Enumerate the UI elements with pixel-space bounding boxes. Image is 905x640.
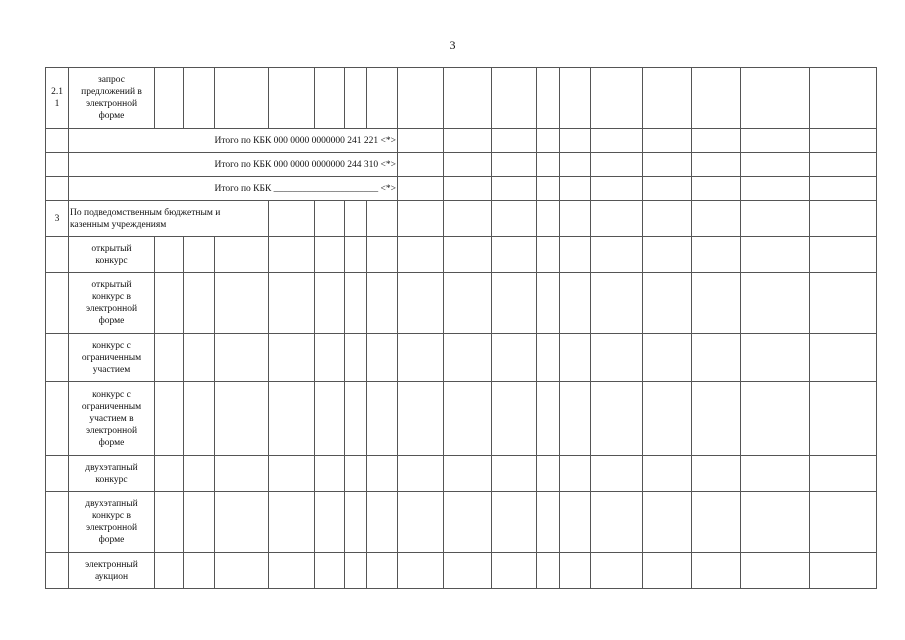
table-cell bbox=[398, 237, 444, 273]
total-label: Итого по КБК ______________________ <*> bbox=[69, 177, 398, 201]
table-cell bbox=[184, 492, 215, 553]
table-cell bbox=[215, 237, 269, 273]
table-cell bbox=[692, 177, 741, 201]
table-cell bbox=[345, 334, 367, 382]
table-cell bbox=[46, 492, 69, 553]
table-cell bbox=[46, 129, 69, 153]
table-cell bbox=[643, 492, 692, 553]
table-cell bbox=[560, 237, 591, 273]
table-cell bbox=[560, 68, 591, 129]
table-cell bbox=[367, 553, 398, 589]
table-row-open-tender-electronic bbox=[46, 273, 877, 334]
table-row-two-stage-tender bbox=[46, 456, 877, 492]
table-cell bbox=[591, 273, 643, 334]
table-cell bbox=[398, 273, 444, 334]
table-cell bbox=[643, 201, 692, 237]
table-cell bbox=[591, 177, 643, 201]
page-number: 3 bbox=[449, 38, 456, 52]
table-cell bbox=[269, 273, 315, 334]
table-cell bbox=[345, 201, 367, 237]
total-label: Итого по КБК 000 0000 0000000 244 310 <*> bbox=[69, 153, 398, 177]
table-cell bbox=[155, 68, 184, 129]
table-cell bbox=[398, 334, 444, 382]
table-cell bbox=[269, 456, 315, 492]
table-cell bbox=[315, 334, 345, 382]
table-cell bbox=[810, 129, 877, 153]
table-cell bbox=[345, 273, 367, 334]
table-cell bbox=[215, 68, 269, 129]
table-cell bbox=[537, 492, 560, 553]
table-cell bbox=[560, 456, 591, 492]
table-cell bbox=[560, 129, 591, 153]
table-cell bbox=[215, 334, 269, 382]
table-cell bbox=[46, 382, 69, 456]
table-cell bbox=[741, 177, 810, 201]
table-cell bbox=[155, 382, 184, 456]
table-cell bbox=[345, 553, 367, 589]
row-number: 2.1 1 bbox=[46, 68, 69, 129]
table-cell bbox=[741, 273, 810, 334]
table-cell bbox=[692, 68, 741, 129]
table-cell bbox=[444, 273, 492, 334]
row-label: электронный аукцион bbox=[69, 553, 155, 589]
table-cell bbox=[537, 177, 560, 201]
table-cell bbox=[215, 273, 269, 334]
table-cell bbox=[444, 68, 492, 129]
table-cell bbox=[184, 273, 215, 334]
table-cell bbox=[444, 382, 492, 456]
table-cell bbox=[444, 492, 492, 553]
table-cell bbox=[345, 237, 367, 273]
table-cell bbox=[492, 153, 537, 177]
table-cell bbox=[591, 553, 643, 589]
table-cell bbox=[367, 492, 398, 553]
table-cell bbox=[692, 382, 741, 456]
table-cell bbox=[591, 68, 643, 129]
table-cell bbox=[810, 492, 877, 553]
table-cell bbox=[643, 273, 692, 334]
table-cell bbox=[810, 68, 877, 129]
table-cell bbox=[741, 153, 810, 177]
table-cell bbox=[46, 177, 69, 201]
row-label: конкурс с ограниченным участием bbox=[69, 334, 155, 382]
row-number: 3 bbox=[46, 201, 69, 237]
table-cell bbox=[315, 492, 345, 553]
procurement-plan-table bbox=[45, 67, 877, 589]
table-cell bbox=[741, 382, 810, 456]
table-cell bbox=[367, 201, 398, 237]
table-cell bbox=[155, 456, 184, 492]
table-cell bbox=[560, 492, 591, 553]
table-cell bbox=[367, 456, 398, 492]
table-cell bbox=[444, 334, 492, 382]
table-cell bbox=[643, 237, 692, 273]
table-cell bbox=[46, 273, 69, 334]
table-cell bbox=[643, 68, 692, 129]
table-cell bbox=[367, 237, 398, 273]
table-cell bbox=[643, 153, 692, 177]
table-row-open-tender bbox=[46, 237, 877, 273]
table-cell bbox=[643, 129, 692, 153]
row-label: запрос предложений в электронной форме bbox=[69, 68, 155, 129]
table-cell bbox=[643, 334, 692, 382]
table-cell bbox=[315, 237, 345, 273]
table-cell bbox=[269, 553, 315, 589]
table-cell bbox=[269, 237, 315, 273]
table-cell bbox=[444, 553, 492, 589]
table-row-two-stage-tender-electronic bbox=[46, 492, 877, 553]
table-cell bbox=[269, 68, 315, 129]
table-cell bbox=[810, 177, 877, 201]
table-cell bbox=[537, 456, 560, 492]
table-cell bbox=[741, 492, 810, 553]
table-cell bbox=[492, 492, 537, 553]
table-cell bbox=[398, 153, 444, 177]
table-cell bbox=[215, 456, 269, 492]
table-cell bbox=[810, 334, 877, 382]
table-cell bbox=[155, 553, 184, 589]
table-cell bbox=[741, 68, 810, 129]
table-cell bbox=[269, 382, 315, 456]
table-cell bbox=[315, 68, 345, 129]
table-cell bbox=[692, 334, 741, 382]
table-cell bbox=[741, 334, 810, 382]
table-row-section-3 bbox=[46, 201, 877, 237]
table-cell bbox=[741, 237, 810, 273]
table-cell bbox=[155, 334, 184, 382]
table-cell bbox=[315, 456, 345, 492]
table-cell bbox=[492, 382, 537, 456]
table-cell bbox=[591, 129, 643, 153]
table-cell bbox=[46, 153, 69, 177]
table-cell bbox=[810, 201, 877, 237]
table-cell bbox=[492, 553, 537, 589]
table-cell bbox=[215, 382, 269, 456]
table-cell bbox=[741, 553, 810, 589]
table-cell bbox=[560, 153, 591, 177]
table-row-2-11 bbox=[46, 68, 877, 129]
table-cell bbox=[492, 456, 537, 492]
table-cell bbox=[367, 273, 398, 334]
table-cell bbox=[46, 553, 69, 589]
table-cell bbox=[810, 273, 877, 334]
table-cell bbox=[810, 553, 877, 589]
table-cell bbox=[269, 201, 315, 237]
table-row-total-kbk-244 bbox=[46, 153, 877, 177]
table-row-limited-tender-electronic bbox=[46, 382, 877, 456]
table-cell bbox=[315, 553, 345, 589]
table-cell bbox=[537, 201, 560, 237]
table-cell bbox=[692, 237, 741, 273]
table-cell bbox=[269, 492, 315, 553]
table-cell bbox=[398, 177, 444, 201]
table-cell bbox=[560, 201, 591, 237]
table-cell bbox=[398, 492, 444, 553]
table-cell bbox=[692, 456, 741, 492]
table-cell bbox=[46, 334, 69, 382]
table-cell bbox=[692, 273, 741, 334]
table-cell bbox=[492, 334, 537, 382]
table-cell bbox=[643, 382, 692, 456]
table-cell bbox=[315, 273, 345, 334]
table-cell bbox=[367, 382, 398, 456]
table-cell bbox=[537, 237, 560, 273]
table-cell bbox=[591, 382, 643, 456]
table-row-limited-tender bbox=[46, 334, 877, 382]
table-cell bbox=[537, 68, 560, 129]
table-cell bbox=[741, 456, 810, 492]
table-cell bbox=[643, 177, 692, 201]
table-cell bbox=[692, 201, 741, 237]
table-cell bbox=[591, 201, 643, 237]
table-cell bbox=[810, 382, 877, 456]
table-row-total-kbk-blank bbox=[46, 177, 877, 201]
table-cell bbox=[492, 201, 537, 237]
table-cell bbox=[692, 153, 741, 177]
table-cell bbox=[810, 456, 877, 492]
table-cell bbox=[810, 237, 877, 273]
section-label: По подведомственным бюджетным и казенным учреждениям bbox=[69, 201, 269, 237]
row-label: открытый конкурс в электронной форме bbox=[69, 273, 155, 334]
table-cell bbox=[741, 201, 810, 237]
table-cell bbox=[398, 201, 444, 237]
table-cell bbox=[537, 153, 560, 177]
table-cell bbox=[398, 456, 444, 492]
table-cell bbox=[492, 129, 537, 153]
table-cell bbox=[537, 129, 560, 153]
table-cell bbox=[184, 68, 215, 129]
table-cell bbox=[184, 553, 215, 589]
table-cell bbox=[560, 334, 591, 382]
table-cell bbox=[692, 492, 741, 553]
table-cell bbox=[741, 129, 810, 153]
table-cell bbox=[444, 129, 492, 153]
table-cell bbox=[444, 201, 492, 237]
table-cell bbox=[692, 553, 741, 589]
total-label: Итого по КБК 000 0000 0000000 241 221 <*> bbox=[69, 129, 398, 153]
table-row-electronic-auction bbox=[46, 553, 877, 589]
table-cell bbox=[184, 456, 215, 492]
table-cell bbox=[492, 273, 537, 334]
table-cell bbox=[345, 456, 367, 492]
table-cell bbox=[537, 382, 560, 456]
table-cell bbox=[184, 237, 215, 273]
table-cell bbox=[367, 334, 398, 382]
row-label: двухэтапный конкурс в электронной форме bbox=[69, 492, 155, 553]
table-cell bbox=[537, 334, 560, 382]
table-cell bbox=[643, 553, 692, 589]
row-label: конкурс с ограниченным участием в электронной форме bbox=[69, 382, 155, 456]
table-cell bbox=[444, 177, 492, 201]
table-cell bbox=[492, 237, 537, 273]
table-cell bbox=[184, 382, 215, 456]
table-cell bbox=[345, 68, 367, 129]
table-cell bbox=[591, 334, 643, 382]
table-cell bbox=[560, 553, 591, 589]
row-label: двухэтапный конкурс bbox=[69, 456, 155, 492]
table-cell bbox=[537, 273, 560, 334]
table-cell bbox=[591, 153, 643, 177]
table-cell bbox=[810, 153, 877, 177]
table-cell bbox=[537, 553, 560, 589]
table-cell bbox=[345, 382, 367, 456]
table-cell bbox=[560, 382, 591, 456]
table-cell bbox=[560, 177, 591, 201]
table-cell bbox=[492, 177, 537, 201]
table-cell bbox=[155, 273, 184, 334]
table-cell bbox=[591, 456, 643, 492]
table-cell bbox=[444, 456, 492, 492]
table-cell bbox=[591, 237, 643, 273]
table-cell bbox=[155, 492, 184, 553]
table-cell bbox=[367, 68, 398, 129]
table-cell bbox=[184, 334, 215, 382]
table-cell bbox=[692, 129, 741, 153]
table-cell bbox=[46, 237, 69, 273]
table-cell bbox=[398, 129, 444, 153]
table-cell bbox=[155, 237, 184, 273]
table-cell bbox=[444, 153, 492, 177]
table-cell bbox=[560, 273, 591, 334]
table-cell bbox=[398, 382, 444, 456]
table-cell bbox=[398, 68, 444, 129]
table-cell bbox=[215, 492, 269, 553]
table-cell bbox=[215, 553, 269, 589]
table-cell bbox=[444, 237, 492, 273]
table-cell bbox=[315, 201, 345, 237]
table-row-total-kbk-241 bbox=[46, 129, 877, 153]
table-cell bbox=[315, 382, 345, 456]
row-label: открытый конкурс bbox=[69, 237, 155, 273]
table-cell bbox=[398, 553, 444, 589]
table-cell bbox=[492, 68, 537, 129]
table-cell bbox=[46, 456, 69, 492]
table-cell bbox=[345, 492, 367, 553]
table-cell bbox=[591, 492, 643, 553]
table-cell bbox=[269, 334, 315, 382]
table-cell bbox=[643, 456, 692, 492]
